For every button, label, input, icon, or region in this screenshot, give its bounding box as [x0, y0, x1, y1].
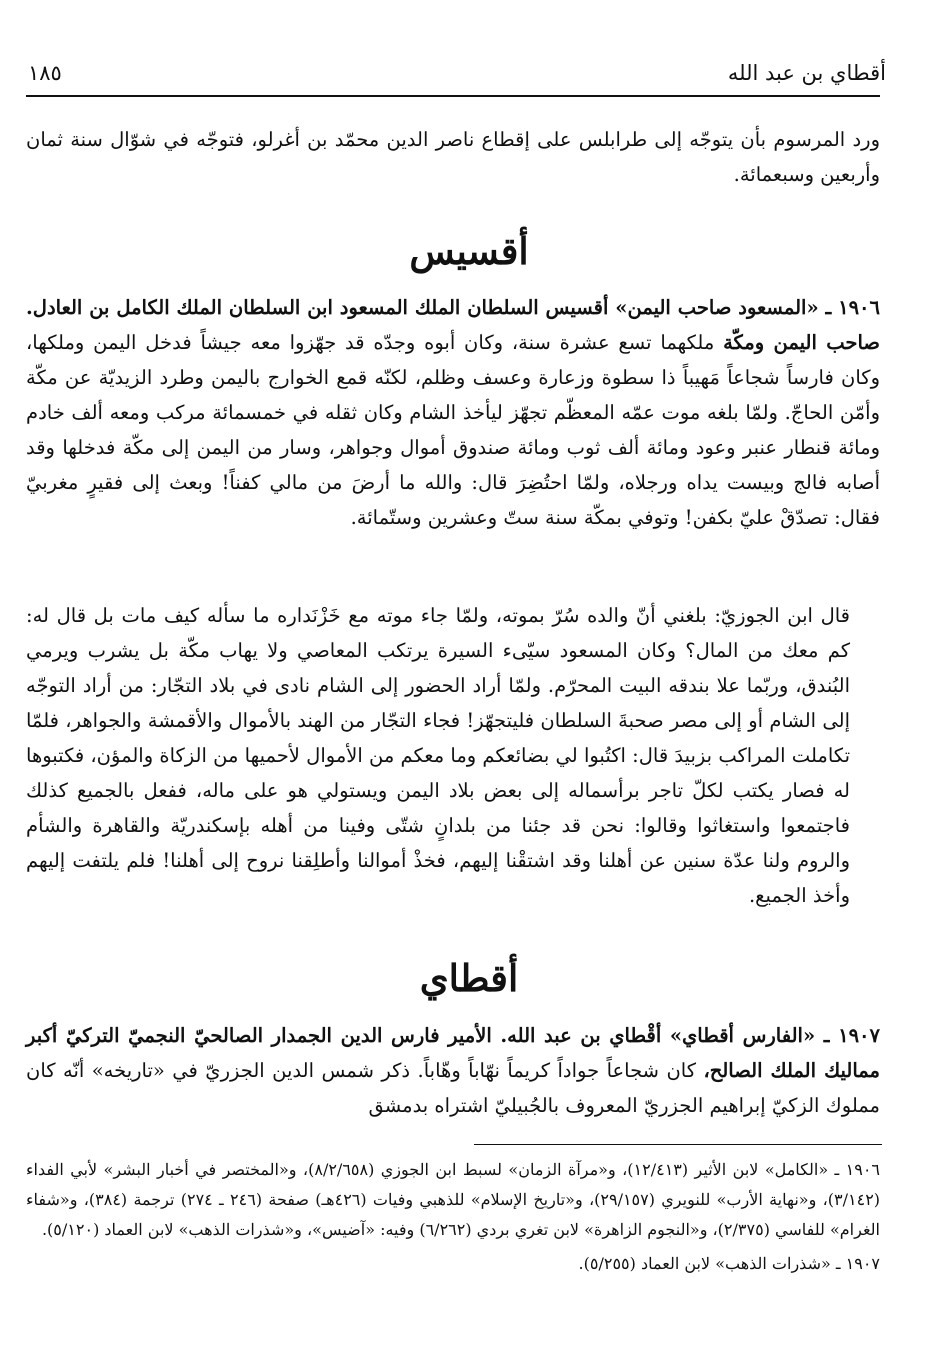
- page-number: ١٨٥: [28, 61, 62, 85]
- header-rule: [26, 95, 880, 97]
- section-heading-aqsis: أقسيس: [409, 229, 529, 273]
- footnote-rule: [474, 1144, 882, 1145]
- entry-1907-body: كان شجاعاً جواداً كريماً نهّاباً وهّاباً. ذكر شمس الدين الجزريّ في «تاريخه» أنّه كان مملوك الزكيّ إبراهيم الجزريّ المعروف بالجُبيليّ اشتراه بدمشق: [26, 1059, 880, 1117]
- footnote-1907: ١٩٠٧ ـ «شذرات الذهب» لابن العماد (٥/٢٥٥).: [578, 1254, 880, 1273]
- intro-paragraph: [26, 122, 880, 192]
- footnotes: [26, 1155, 880, 1279]
- section-heading-aqtay: أقطاي: [419, 956, 519, 1000]
- footnote-1906: ١٩٠٦ ـ «الكامل» لابن الأثير (١٢/٤١٣)، و«مرآة الزمان» لسبط ابن الجوزي (٨/٢/٦٥٨)، و«المختصر في أخبار البشر» لأبي الفداء (٣/١٤٢)، و«نهاية الأرب» للنويري (٢٩/١٥٧)، و«تاريخ الإسلام» للذهبي وفيات (٤٢٦هـ) صفحة (٢٤٦ ـ ٢٧٤) ترجمة (٣٨٤)، و«شفاء الغرام» للفاسي (٢/٣٧٥)، و«النجوم الزاهرة» لابن تغري بردي (٦/٢٦٢) وفيه: «آضيس»، و«شذرات الذهب» لابن العماد (٥/١٢٠).: [26, 1160, 881, 1239]
- entry-1906-body: ملكهما تسع عشرة سنة، وكان أبوه وجدّه قد جهّزوا معه جيشاً فدخل اليمن وملكها، وكان فارساً شجاعاً مَهيباً ذا سطوة وزعارة وعسف وظلم، لكنّه قمع الخوارج باليمن وطرد الزيديّة عن مكّة وأمّن الحاجّ. ولمّا بلغه موت عمّه المعظّم تجهّز ليأخذ الشام وكان ثقله في خمسمائة مركب ومعه ألف خادم ومائة قنطار عنبر وعود ومائة ألف ثوب ومائة صندوق أموال وجواهر، وسار من اليمن إلى مكّة فدخلها وقد أصابه فالج وبيست يداه ورجلاه، ولمّا احتُضِرَ قال: والله ما أرضَ من مالي كفناً! وبعث إلى فقيرٍ مغربيّ فقال: تصدّقْ عليّ بكفن! وتوفي بمكّة سنة ستّ وعشرين وستّمائة.: [26, 331, 880, 529]
- entry-1906-lead: ١٩٠٦ ـ «المسعود صاحب اليمن» أقسيس السلطان الملك المسعود ابن السلطان الملك الكامل بن العادل. صاحب اليمن ومكّة: [26, 296, 880, 354]
- running-title: أقطاي بن عبد الله: [727, 61, 886, 85]
- entry-1907: [26, 1018, 880, 1123]
- intro-text: ورد المرسوم بأن يتوجّه إلى طرابلس على إقطاع ناصر الدين محمّد بن أغرلو، فتوجّه في شوّال سنة ثمان وأربعين وسبعمائة.: [26, 128, 880, 186]
- entry-1907-paragraph: [26, 1018, 880, 1123]
- entry-1906-continuation: [26, 598, 880, 913]
- entry-1906-paragraph-2: قال ابن الجوزيّ: بلغني أنّ والده سُرّ بموته، ولمّا جاء موته مع خَزْنَداره ما سأله كيف مات بل قال له: كم معك من المال؟ وكان المسعود سيّىء السيرة يرتكب المعاصي ولا يهاب مكّة بل يشرب ويرمي البُندق، وربّما علا بندقه البيت المحرّم. ولمّا أراد الحضور إلى الشام نادى في بلاد التجّار: من أراد التوجّه إلى الشام أو إلى مصر صحبةَ السلطان فليتجهّز! فجاء التجّار من الهند بالأموال والأقمشة والجواهر، فلمّا تكاملت المراكب بزبيدَ قال: اكتُبوا لي بضائعكم وما معكم من الأموال لأحميها من الزكاة والمؤن، فكتبوها له فصار يكتب لكلّ تاجر برأسماله إلى بعض بلاد اليمن ويستولي هو على ماله، ففعل بالجميع كذلك فاجتمعوا واستغاثوا وقالوا: نحن قد جئنا من بلدانٍ شتّى وفينا من أهله بإسكندريّة والقاهرة والشأم والروم ولنا عدّة سنين عن أهلنا وقد اشتقْنا إليهم، فخذْ أموالنا وأطلِقنا نروح إلى أهلنا! فلم يلتفت إليهم وأخذ الجميع.: [26, 604, 850, 907]
- entry-1906: [26, 290, 880, 535]
- entry-1907-lead: ١٩٠٧ ـ «الفارس أقطاي» أقْطاي بن عبد الله. الأمير فارس الدين الجمدار الصالحيّ النجميّ التركيّ أكبر مماليك الملك الصالح،: [26, 1024, 880, 1082]
- entry-1906-paragraph: [26, 290, 880, 535]
